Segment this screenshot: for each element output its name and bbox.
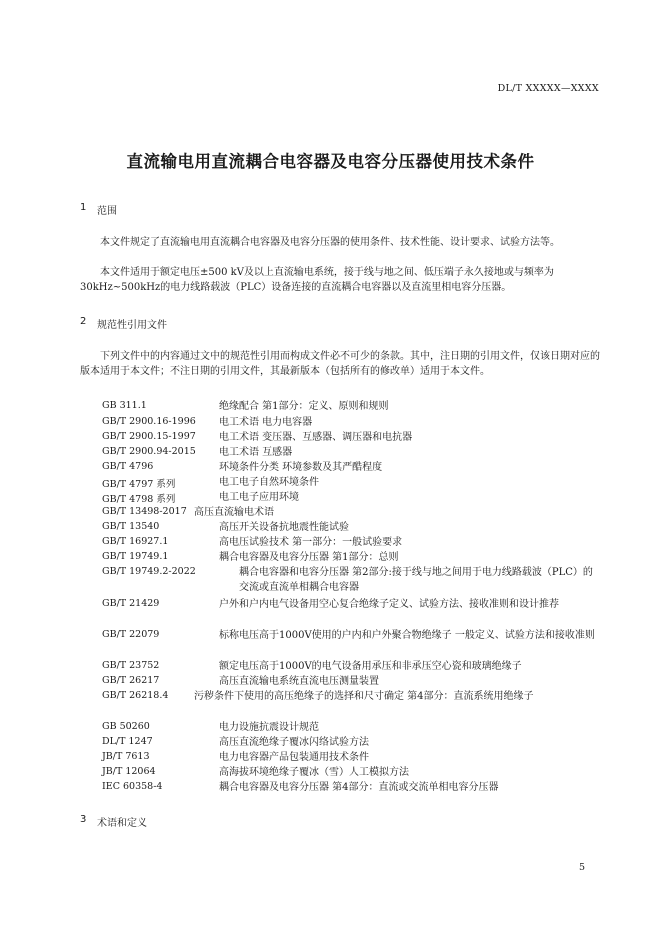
scope-paragraph-1: 本文件规定了直流输电用直流耦合电容器及电容分压器的使用条件、技术性能、设计要求、试验方法等。 — [100, 237, 560, 248]
reference-code: GB/T 13540 — [102, 521, 160, 532]
reference-title: 电工电子自然环境条件 — [219, 477, 319, 488]
references-intro: 下列文件中的内容通过文中的规范性引用而构成文件必不可少的条款。其中，注日期的引用文件，仅该日期对应的版本适用于本文件；不注日期的引用文件，其最新版本（包括所有的修改单）适用于本文件。 — [80, 351, 600, 377]
reference-title: 户外和户内电气设备用空心复合绝缘子定义、试验方法、接收准则和设计推荐 — [219, 599, 559, 610]
reference-title: 高电压试验技术 第一部分：一般试验要求 — [219, 537, 403, 548]
document-code-header: DL/T XXXXX—XXXX — [497, 83, 599, 94]
reference-code: GB 50260 — [102, 721, 150, 732]
reference-title: 耦合电容器及电容分压器 第4部分：直流或交流单相电容分压器 — [219, 782, 499, 793]
reference-code: GB/T 19749.2-2022 — [102, 566, 196, 577]
reference-code: GB/T 16927.1 — [102, 536, 169, 547]
reference-code: GB/T 4797 系列 — [102, 479, 176, 490]
reference-title: 高压直流绝缘子覆冰闪络试验方法 — [219, 737, 369, 748]
reference-code: GB/T 26218.4 — [102, 690, 169, 701]
section-2-number: 2 — [80, 316, 87, 327]
reference-code: GB/T 4798 系列 — [102, 494, 176, 505]
reference-title: 标称电压高于1000V使用的户内和户外聚合物绝缘子 一般定义、试验方法和接收准则 — [219, 630, 595, 641]
reference-code: DL/T 1247 — [102, 736, 153, 747]
reference-title: 高压直流输电术语 — [194, 507, 274, 518]
reference-code: GB/T 2900.94-2015 — [102, 446, 196, 457]
reference-code: IEC 60358-4 — [102, 781, 163, 792]
reference-code: GB/T 2900.16-1996 — [102, 416, 196, 427]
scope-paragraph-2: 本文件适用于额定电压±500 kV及以上直流输电系统，接于线与地之间、低压端子永久接地或与频率为30kHz~500kHz的电力线路载波（PLC）设备连接的直流耦合电容器以及直流里相电容分压器。 — [80, 267, 554, 293]
reference-title: 电工电子应用环境 — [219, 492, 299, 503]
reference-code: GB/T 2900.15-1997 — [102, 431, 196, 442]
reference-code: GB 311.1 — [102, 400, 147, 411]
reference-title: 电力设施抗震设计规范 — [219, 722, 319, 733]
reference-code: JB/T 12064 — [102, 766, 156, 777]
reference-code: GB/T 21429 — [102, 598, 160, 609]
reference-code: GB/T 4796 — [102, 461, 154, 472]
reference-title: 绝缘配合 第1部分：定义、原则和规则 — [219, 401, 389, 412]
reference-title: 污秽条件下使用的高压绝缘子的选择和尺寸确定 第4部分：直流系统用绝缘子 — [194, 691, 534, 702]
reference-code: GB/T 22079 — [102, 629, 160, 640]
reference-title: 电工术语 互感器 — [219, 447, 293, 458]
reference-code: GB/T 13498-2017 — [102, 506, 187, 517]
reference-code: GB/T 19749.1 — [102, 551, 169, 562]
section-1-number: 1 — [80, 202, 87, 213]
reference-title: 高海拔环境绝缘子覆冰（雪）人工模拟方法 — [219, 767, 409, 778]
reference-title: 电力电容器产品包装通用技术条件 — [219, 752, 369, 763]
page-number: 5 — [578, 862, 585, 873]
reference-code: GB/T 23752 — [102, 660, 160, 671]
reference-title: 电工术语 变压器、互感器、调压器和电抗器 — [219, 432, 413, 443]
section-3-title: 术语和定义 — [97, 818, 147, 829]
reference-title: 耦合电容器和电容分压器 第2部分:接于线与地之间用于电力线路载波（PLC）的交流或直流单相耦合电容器 — [239, 567, 593, 593]
section-1-title: 范围 — [97, 206, 117, 217]
reference-title: 耦合电容器及电容分压器 第1部分：总则 — [219, 552, 399, 563]
document-title: 直流输电用直流耦合电容器及电容分压器使用技术条件 — [126, 152, 535, 171]
reference-title: 额定电压高于1000V的电气设备用承压和非承压空心瓷和玻璃绝缘子 — [219, 661, 522, 672]
reference-title: 电工术语 电力电容器 — [219, 417, 313, 428]
reference-code: JB/T 7613 — [102, 751, 150, 762]
reference-title: 环境条件分类 环境参数及其严酷程度 — [219, 462, 383, 473]
section-2-title: 规范性引用文件 — [97, 320, 167, 331]
reference-title: 高压开关设备抗地震性能试验 — [219, 522, 349, 533]
reference-code: GB/T 26217 — [102, 675, 160, 686]
reference-title: 高压直流输电系统直流电压测量装置 — [219, 676, 379, 687]
section-3-number: 3 — [80, 814, 87, 825]
